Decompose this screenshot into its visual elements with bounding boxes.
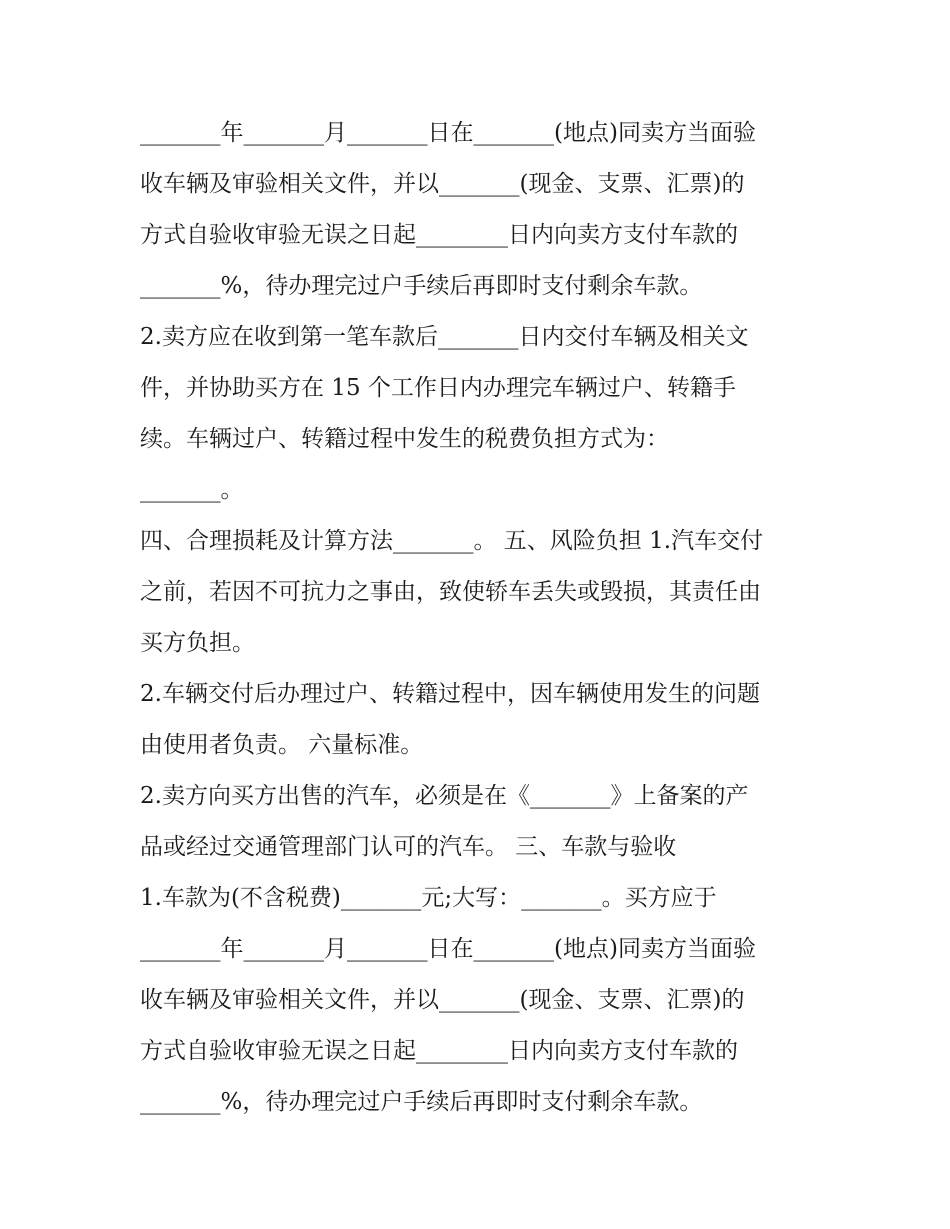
text-line: 续。车辆过户、转籍过程中发生的税费负担方式为：	[140, 426, 669, 452]
text-line: 方式自验收审验无误之日起________日内向卖方支付车款的	[140, 222, 738, 248]
text-line: _______%，待办理完过户手续后再即时支付剩余车款。	[140, 273, 703, 299]
text-line: 收车辆及审验相关文件，并以_______(现金、支票、汇票)的	[140, 171, 745, 197]
text-line: 件，并协助买方在 15 个工作日内办理完车辆过户、转籍手	[140, 375, 736, 401]
text-line: 品或经过交通管理部门认可的汽车。 三、车款与验收	[140, 834, 677, 860]
text-line: 2.卖方应在收到第一笔车款后_______日内交付车辆及相关文	[140, 324, 749, 350]
text-line: 2.车辆交付后办理过户、转籍过程中，因车辆使用发生的问题	[140, 681, 760, 707]
text-line: 之前，若因不可抗力之事由，致使轿车丢失或毁损，其责任由	[140, 579, 761, 605]
text-line: 收车辆及审验相关文件，并以_______(现金、支票、汇票)的	[140, 987, 745, 1013]
text-line: _______。	[140, 477, 244, 503]
text-line: 四、合理损耗及计算方法_______。 五、风险负担 1.汽车交付	[140, 528, 764, 554]
text-line: _______年_______月_______日在_______(地点)同卖方当面验	[140, 120, 756, 146]
contract-text	[140, 108, 830, 1128]
text-line: 方式自验收审验无误之日起________日内向卖方支付车款的	[140, 1038, 738, 1064]
text-line: 由使用者负责。 六量标准。	[140, 732, 424, 758]
text-line: 1.车款为(不含税费)_______元;大写：_______。买方应于	[140, 885, 717, 911]
text-line: 买方负担。	[140, 630, 255, 656]
text-line: 2.卖方向买方出售的汽车，必须是在《_______》上备案的产	[140, 783, 749, 809]
text-line: _______%，待办理完过户手续后再即时支付剩余车款。	[140, 1089, 703, 1115]
text-line: _______年_______月_______日在_______(地点)同卖方当面验	[140, 936, 756, 962]
